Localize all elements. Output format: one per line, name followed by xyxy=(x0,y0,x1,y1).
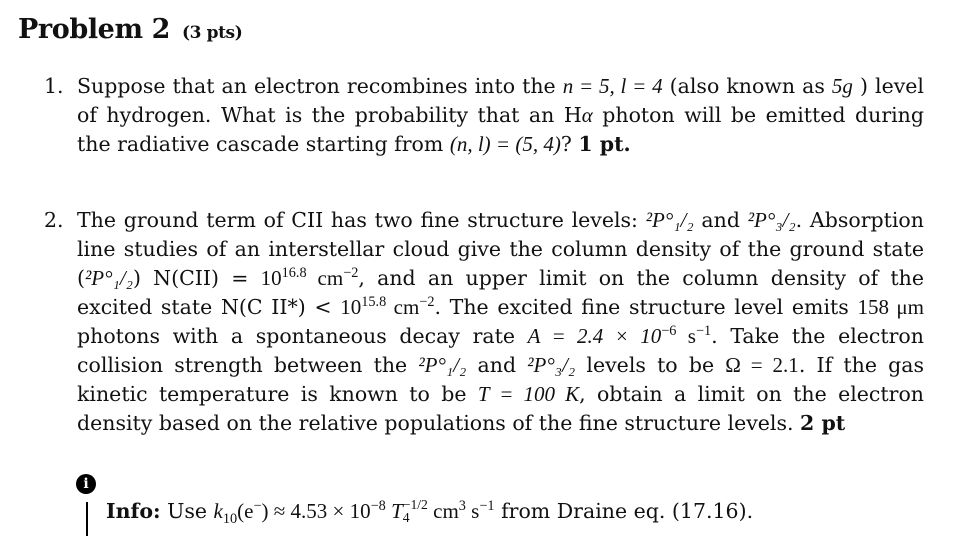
math-level-excited: ²P°₃/₂ xyxy=(527,353,576,377)
callout-bar xyxy=(86,502,88,536)
math-level-ground: ²P°₁/₂ xyxy=(418,353,467,377)
text: (also known as xyxy=(662,74,832,98)
text: . Take the electron collision strength between the xyxy=(77,324,924,377)
info-callout xyxy=(106,497,753,527)
math-start-state: (n, l) = (5, 4) xyxy=(449,132,561,156)
question-text xyxy=(77,206,924,438)
text: . Absorption line studies of an interstellar cloud give the column density of the ground state ( xyxy=(77,208,924,290)
math-temperature: T = 100 K xyxy=(477,382,580,406)
text: photons with a spontaneous decay rate xyxy=(77,324,528,348)
text: , and an upper limit on the column density of the excited state N(C II*) < xyxy=(77,266,924,319)
item-number: 1. xyxy=(44,74,64,98)
question-text xyxy=(77,72,924,159)
math-level-ground: ²P°₁/₂ xyxy=(645,208,694,232)
item-points: 1 pt. xyxy=(578,132,631,156)
item-points: 2 pt xyxy=(800,411,846,435)
text: . The excited fine structure level emits xyxy=(434,295,858,319)
text: ) N(CII) = xyxy=(132,266,261,290)
text: from Draine eq. (17.16). xyxy=(494,499,754,523)
problem-points: (3 pts) xyxy=(182,23,243,43)
text: and xyxy=(466,353,528,377)
question-item-1 xyxy=(44,72,924,159)
math-alpha: α xyxy=(581,103,593,127)
text: Suppose that an electron recombines into the xyxy=(77,74,563,98)
text: ) level of hydrogen. What is the probability that an H xyxy=(77,74,924,127)
text: levels to be xyxy=(575,353,726,377)
text: , obtain a limit on the electron density based on the relative populations of the fine structure levels. xyxy=(77,382,924,435)
math-column-density: $10^{16.8}$ $cm^{-2}$ xyxy=(260,265,359,290)
text: and xyxy=(693,208,748,232)
math-decay-rate: $A = 2.4 \times 10^{-6}$ $s^{-1}$ xyxy=(527,323,712,348)
math-upper-limit: $10^{15.8}$ $cm^{-2}$ xyxy=(340,294,435,319)
info-label: Info: xyxy=(106,499,161,523)
math-level-ground: ²P°₁/₂ xyxy=(85,266,133,290)
math-level: 5g xyxy=(831,74,853,98)
text: ? xyxy=(560,132,579,156)
problem-title: Problem 2 xyxy=(18,14,171,45)
text: Use xyxy=(160,499,214,523)
question-item-2 xyxy=(44,206,924,438)
item-number: 2. xyxy=(44,208,64,232)
math-quantum-numbers: n = 5, l = 4 xyxy=(562,74,663,98)
math-collision-strength: Ω = 2.1 xyxy=(725,353,799,377)
info-icon: i xyxy=(76,474,96,494)
math-wavelength: 158 μm xyxy=(857,295,925,319)
math-level-excited: ²P°₃/₂ xyxy=(747,208,796,232)
math-rate-formula: $k_{10}(e^-) \approx 4.53 \times 10^{-8}$ T −1/2 4 $cm^3$ $s^{-1}$ xyxy=(213,496,495,528)
problem-heading xyxy=(18,14,242,45)
text: photon will be emitted during the radiative cascade starting from xyxy=(77,103,925,156)
text: The ground term of CII has two fine structure levels: xyxy=(77,208,646,232)
text: . If the gas kinetic temperature is known to be xyxy=(77,353,924,406)
